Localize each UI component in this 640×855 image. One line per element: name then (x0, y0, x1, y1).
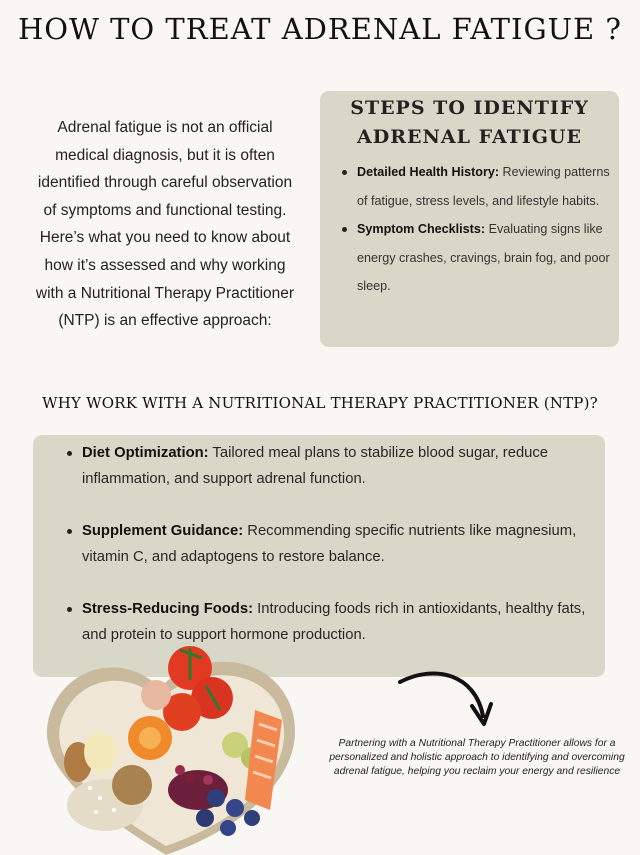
page-title: HOW TO TREAT ADRENAL FATIGUE ? (18, 12, 622, 46)
steps-item-text: Reviewing patterns of fatigue, stress levels, and lifestyle habits. (357, 165, 610, 208)
steps-item (339, 158, 611, 215)
benefit-item-text: Recommending specific nutrients like magnesium, vitamin C, and adaptogens to restore balance. (82, 523, 577, 565)
steps-item (339, 215, 611, 301)
benefit-item-text: Introducing foods rich in antioxidants, healthy fats, and protein to support hormone production. (82, 601, 586, 643)
food-heart-image (30, 640, 305, 855)
benefit-item-label: Diet Optimization: (82, 445, 209, 461)
steps-title-line2: ADRENAL FATIGUE (357, 126, 582, 148)
steps-item-label: Detailed Health History: (357, 165, 500, 179)
benefit-item-label: Supplement Guidance: (82, 523, 244, 539)
steps-item-label: Symptom Checklists: (357, 222, 486, 236)
benefits-list (63, 440, 593, 674)
closing-text: Partnering with a Nutritional Therapy Practitioner allows for a personalized and holistic approach to identifying and overcoming adrenal fatigue, helping you reclaim your energy and resilience (329, 738, 625, 778)
benefit-item-label: Stress-Reducing Foods: (82, 601, 254, 617)
curved-arrow-icon (395, 662, 505, 732)
benefit-item (63, 440, 593, 492)
intro-paragraph: Adrenal fatigue is not an official medical diagnosis, but it is often identified through careful observation of symptoms and functional testing. Here’s what you need to know about how it’s assessed and why working with a Nutritional Therapy Practitioner (NTP) is an effective approach: (35, 119, 295, 330)
why-heading: WHY WORK WITH A NUTRITIONAL THERAPY PRACTITIONER (NTP)? (42, 394, 598, 412)
benefit-item-text: Tailored meal plans to stabilize blood sugar, reduce inflammation, and support adrenal function. (82, 445, 549, 487)
steps-title-line1: STEPS TO IDENTIFY (350, 97, 589, 119)
steps-item-text: Evaluating signs like energy crashes, cravings, brain fog, and poor sleep. (357, 222, 610, 293)
steps-title (320, 94, 619, 152)
steps-panel (320, 91, 619, 347)
steps-list (339, 158, 611, 301)
benefit-item (63, 518, 593, 570)
